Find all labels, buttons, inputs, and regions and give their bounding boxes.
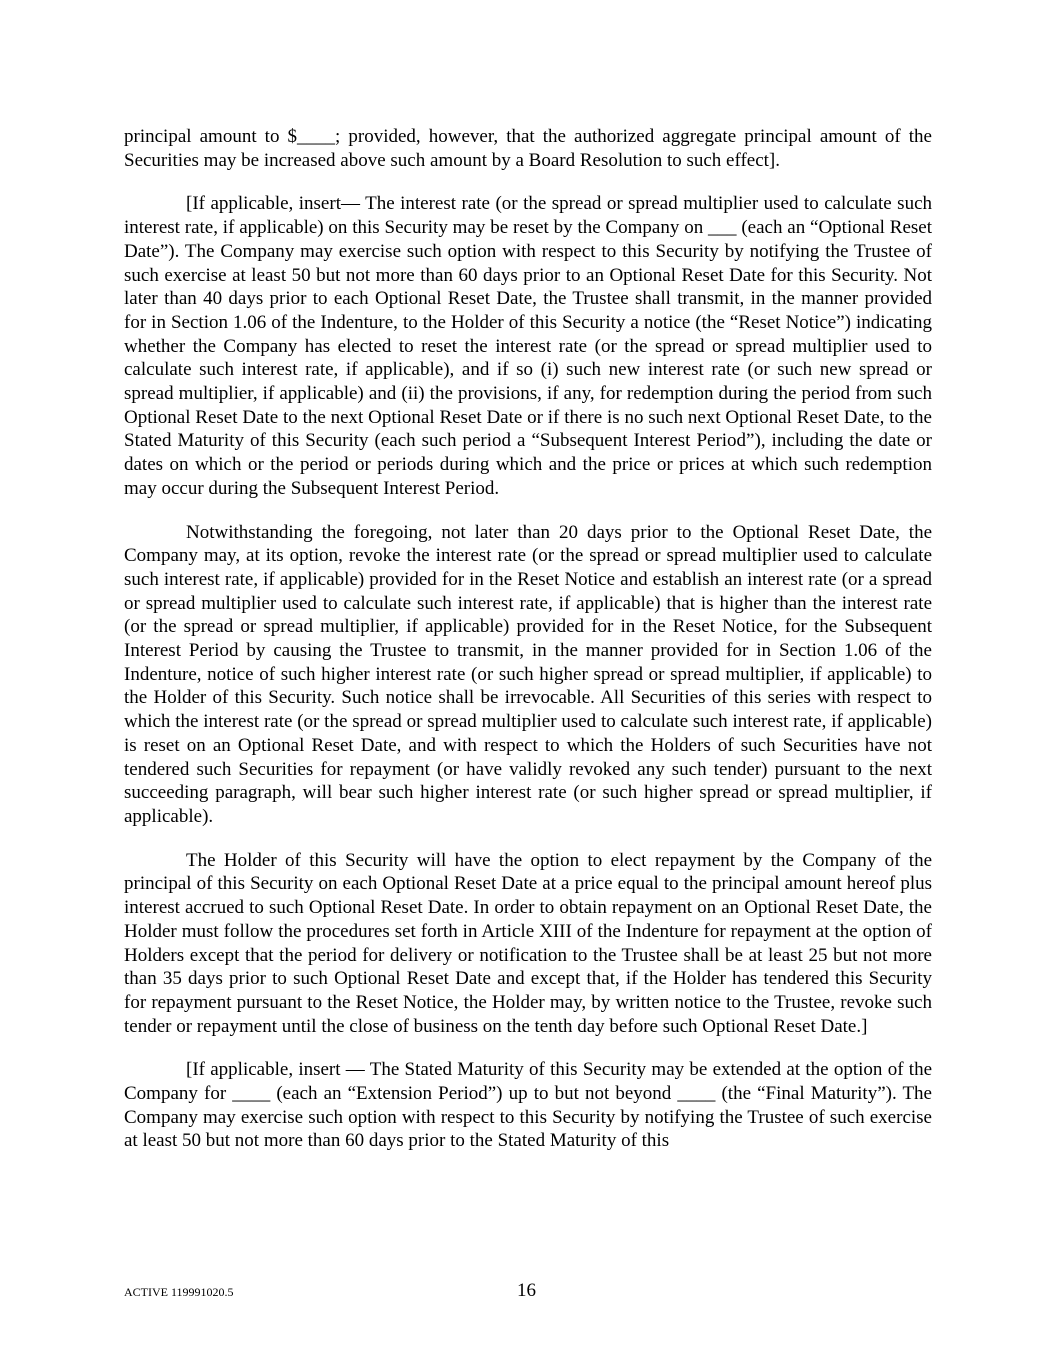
document-body — [124, 125, 932, 1173]
footer-document-id: ACTIVE 119991020.5 — [124, 1285, 234, 1299]
paragraph-notwithstanding: Notwithstanding the foregoing, not later than 20 days prior to the Optional Reset Date, the Company may, at its option, revoke the interest rate (or the spread or spread multiplier used to calculate such interest rate, if applicable) provided for in the Reset Notice and establish an interest rate (or a spread or spread multiplier used to calculate such interest rate, if applicable) that is higher than the interest rate (or the spread or spread multiplier, if applicable) provided for in the Reset Notice, for the Subsequent Interest Period by causing the Trustee to transmit, in the manner provided for in Section 1.06 of the Indenture, notice of such higher interest rate (or such higher spread or spread multiplier, if applicable) to the Holder of this Security. Such notice shall be irrevocable. All Securities of this series with respect to which the interest rate (or the spread or spread multiplier used to calculate such interest rate, if applicable) is reset on an Optional Reset Date, and with respect to which the Holders of such Securities have not tendered such Securities for repayment (or have validly revoked any such tender) pursuant to the next succeeding paragraph, will bear such higher interest rate (or such higher spread or spread multiplier, if applicable). — [124, 521, 932, 827]
footer-page-number: 16 — [517, 1280, 536, 1301]
paragraph-holder-repayment: The Holder of this Security will have the option to elect repayment by the Company of the principal of this Security on each Optional Reset Date at a price equal to the principal amount hereof plus interest accrued to such Optional Reset Date. In order to obtain repayment on an Optional Reset Date, the Holder must follow the procedures set forth in Article XIII of the Indenture for repayment at the option of Holders except that the period for delivery or notification to the Trustee shall be at least 25 but not more than 35 days prior to such Optional Reset Date and except that, if the Holder has tendered this Security for repayment pursuant to the Reset Notice, the Holder may, by written notice to the Trustee, revoke such tender or repayment until the close of business on the tenth day before such Optional Reset Date.] — [124, 849, 932, 1037]
paragraph-principal-amount: principal amount to $____; provided, however, that the authorized aggregate principal amount of the Securities may be increased above such amount by a Board Resolution to such effect]. — [124, 126, 932, 171]
paragraph-stated-maturity-extension: [If applicable, insert — The Stated Maturity of this Security may be extended at the option of the Company for ____ (each an “Extension Period”) up to but not beyond ____ (the “Final Maturity”). The Company may exercise such option with respect to this Security by notifying the Trustee of such exercise at least 50 but not more than 60 days prior to the Stated Maturity of this — [124, 1059, 932, 1152]
paragraph-optional-reset: [If applicable, insert— The interest rate (or the spread or spread multiplier used to calculate such interest rate, if applicable) on this Security may be reset by the Company on ___ (each an “Optional Reset Date”). The Company may exercise such option with respect to this Security by notifying the Trustee of such exercise at least 50 but not more than 60 days prior to an Optional Reset Date for this Security. Not later than 40 days prior to each Optional Reset Date, the Trustee shall transmit, in the manner provided for in Section 1.06 of the Indenture, to the Holder of this Security a notice (the “Reset Notice”) indicating whether the Company has elected to reset the interest rate (or the spread or spread multiplier used to calculate such interest rate, if applicable), and if so (i) such new interest rate (or such new spread or spread multiplier, if applicable) and (ii) the provisions, if any, for redemption during the period from such Optional Reset Date to the next Optional Reset Date or if there is no such next Optional Reset Date, to the Stated Maturity of this Security (each such period a “Subsequent Interest Period”), including the date or dates on which or the period or periods during which and the price or prices at which such redemption may occur during the Subsequent Interest Period. — [124, 193, 932, 499]
